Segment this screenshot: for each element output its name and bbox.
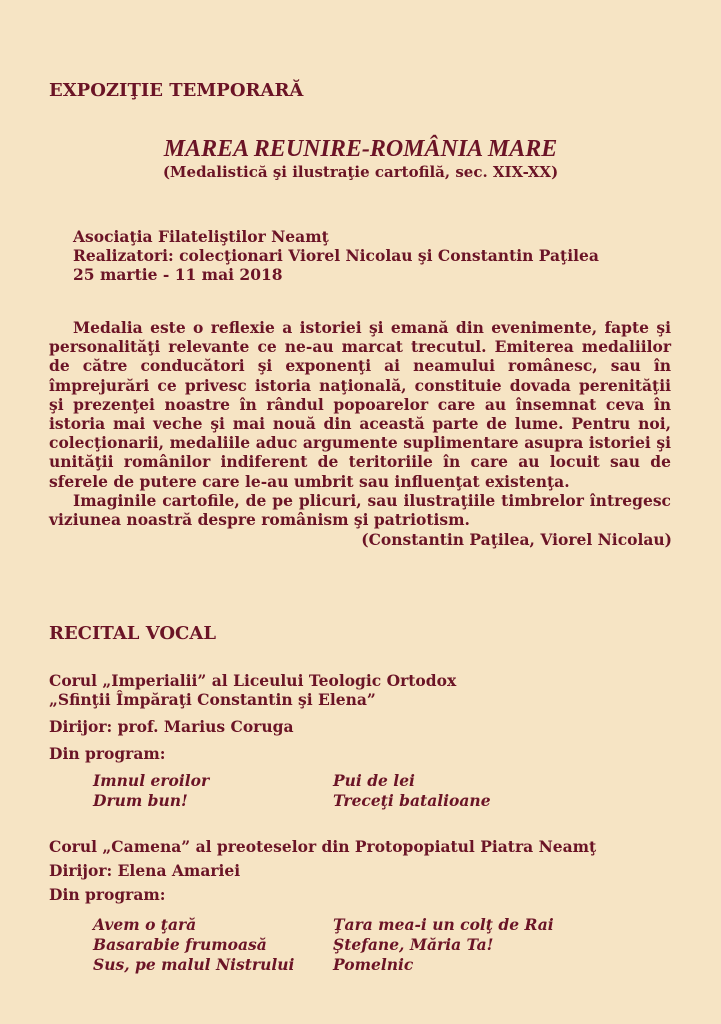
exhibition-description: [49, 318, 671, 529]
organizer: Asociaţia Filateliştilor Neamţ: [73, 227, 329, 246]
description-paragraph: Medalia este o reflexie a istoriei şi emană din evenimente, fapte şi personalităţi relevante ce ne-au marcat trecutul. Emiterea medaliilor de către conducători şi exponenţi ai neamului românesc, sau în împrejurări ce privesc istoria naţională, constituie dovada perenităţii şi prezenţei noastre în rândul popoarelor care au însemnat ceva în istoria mai veche şi mai nouă din această parte de lume. Pentru noi, colecţionarii, medaliile aduc argumente suplimentare asupra istoriei şi unităţii românilor indiferent de teritoriile în care au locuit sau de sferele de putere care le-au umbrit sau influenţat existenţa.: [49, 318, 671, 491]
choir1-name-line2: „Sfinţii Împăraţi Constantin şi Elena”: [49, 690, 376, 709]
exhibition-dates: 25 martie - 11 mai 2018: [73, 265, 283, 284]
choir1-name-line1: Corul „Imperialii” al Liceului Teologic Ortodox: [49, 671, 457, 690]
choir1-conductor: Dirijor: prof. Marius Coruga: [49, 717, 294, 736]
exhibition-title: MAREA REUNIRE-ROMÂNIA MARE: [163, 136, 558, 162]
program-item: Sus, pe malul Nistrului: [93, 955, 295, 974]
description-paragraph: Imaginile cartofile, de pe plicuri, sau ilustraţiile timbrelor întregesc viziunea noastră despre românism şi patriotism.: [49, 490, 671, 530]
program-item: Treceţi batalioane: [333, 791, 491, 810]
program-item: Pui de lei: [333, 771, 415, 790]
exhibition-subtitle: (Medalistică şi ilustraţie cartofilă, sec. XIX-XX): [162, 163, 559, 181]
program-item: Ştefane, Măria Ta!: [333, 935, 494, 954]
exhibition-heading: EXPOZIŢIE TEMPORARĂ: [49, 80, 304, 101]
program-item: Basarabie frumoasă: [93, 935, 267, 954]
signature: (Constantin Paţilea, Viorel Nicolau): [361, 530, 672, 549]
program-item: Imnul eroilor: [93, 771, 210, 790]
choir2-program-label: Din program:: [49, 885, 166, 904]
authors: Realizatori: colecţionari Viorel Nicolau şi Constantin Paţilea: [73, 246, 599, 265]
choir2-conductor: Dirijor: Elena Amariei: [49, 861, 241, 880]
choir2-name: Corul „Camena” al preoteselor din Protopopiatul Piatra Neamţ: [49, 837, 597, 856]
recital-heading: RECITAL VOCAL: [49, 623, 217, 644]
program-item: Avem o ţară: [93, 915, 197, 934]
program-item: Drum bun!: [93, 791, 188, 810]
program-item: Pomelnic: [333, 955, 414, 974]
program-item: Ţara mea-i un colţ de Rai: [333, 915, 554, 934]
choir1-program-label: Din program:: [49, 744, 166, 763]
